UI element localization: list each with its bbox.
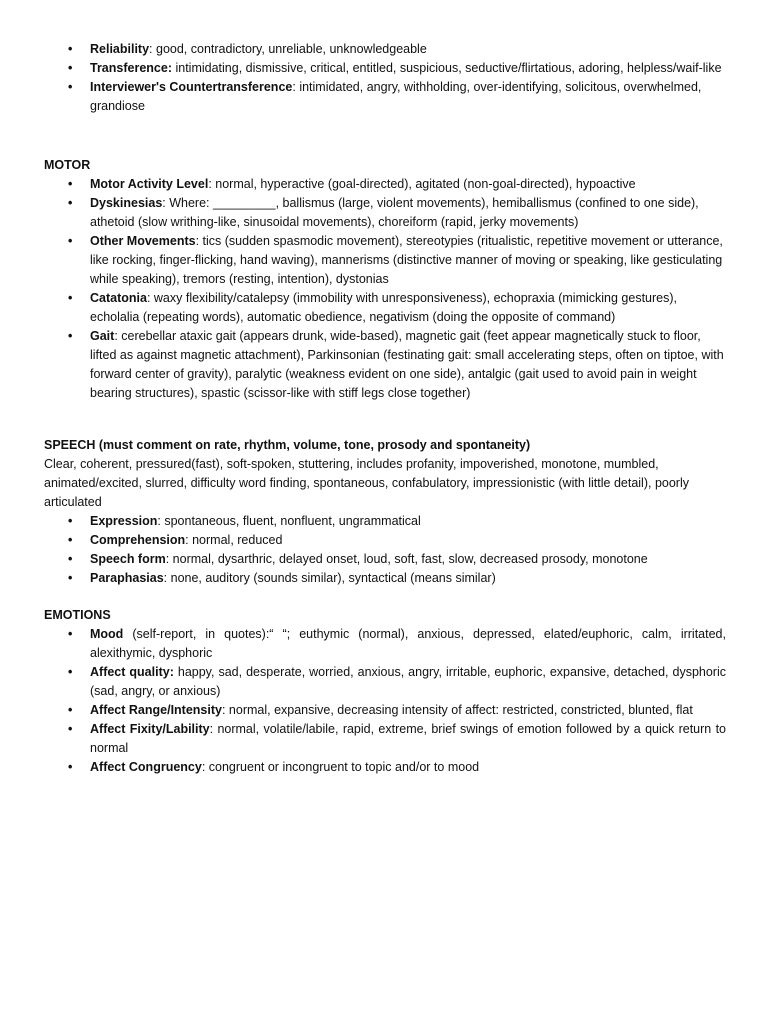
item-term: Transference: <box>90 61 172 75</box>
item-term: Other Movements <box>90 234 196 248</box>
bullet-icon: • <box>68 665 73 679</box>
list-item-motor-activity <box>44 175 726 194</box>
item-text: normal, volatile/labile, rapid, extreme, brief swings of emotion followed by a quick return to normal <box>90 722 726 755</box>
list-item-other-movements <box>44 232 726 289</box>
item-sep: : <box>163 571 171 585</box>
list-item-dyskinesias <box>44 194 726 232</box>
item-term: Affect Fixity/Lability <box>90 722 210 736</box>
item-term: Paraphasias <box>90 571 164 585</box>
item-sep: : <box>195 234 203 248</box>
item-term: Catatonia <box>90 291 147 305</box>
bullet-icon: • <box>68 80 73 94</box>
bullet-icon: • <box>68 329 73 343</box>
bullet-icon: • <box>68 42 73 56</box>
item-sep: : <box>114 329 122 343</box>
item-text: waxy flexibility/catalepsy (immobility with unresponsiveness), echopraxia (mimicking gestures), echolalia (repeating words), automatic obedience, negativism (doing the opposite of command) <box>90 291 678 324</box>
item-sep: : <box>149 42 156 56</box>
item-text: intimidating, dismissive, critical, entitled, suspicious, seductive/flirtatious, adoring, helpless/waif-like <box>175 61 722 75</box>
emotions-bullet-list <box>44 625 726 777</box>
item-sep: : <box>201 760 209 774</box>
item-term: Interviewer's Countertransference <box>90 80 293 94</box>
item-term: Affect Congruency <box>90 760 202 774</box>
item-sep: : <box>157 514 165 528</box>
list-item-expression <box>44 512 726 531</box>
item-sep: : <box>162 196 170 210</box>
top-bullet-list <box>44 40 726 116</box>
bullet-icon: • <box>68 196 73 210</box>
item-text: good, contradictory, unreliable, unknowledgeable <box>156 42 427 56</box>
motor-heading: MOTOR <box>44 158 91 172</box>
list-item-mood <box>44 625 726 663</box>
item-text: cerebellar ataxic gait (appears drunk, wide-based), magnetic gait (feet appear magnetically stuck to floor, lifted as against magnetic attachment), Parkinsonian (festinating gait: small accelerating steps, often on tiptoe, with forward center of gravity), paralytic (weakness evident on one side), antalgic (gait used to avoid pain in weight bearing structures), spastic (scissor-like with stiff legs close together) <box>90 329 724 400</box>
list-item-countertransference <box>44 78 726 116</box>
bullet-icon: • <box>68 514 73 528</box>
speech-heading: SPEECH (must comment on rate, rhythm, volume, tone, prosody and spontaneity) <box>44 438 531 452</box>
bullet-icon: • <box>68 234 73 248</box>
bullet-icon: • <box>68 722 73 736</box>
list-item-catatonia <box>44 289 726 327</box>
bullet-icon: • <box>68 533 73 547</box>
top-list-section <box>44 40 726 116</box>
list-item-speech-form <box>44 550 726 569</box>
item-sep: : <box>209 722 218 736</box>
list-item-affect-congruency <box>44 758 726 777</box>
item-term: Affect quality: <box>90 665 174 679</box>
item-term: Gait <box>90 329 115 343</box>
list-item-paraphasias <box>44 569 726 588</box>
item-term: Speech form <box>90 552 166 566</box>
item-sep: : <box>146 291 154 305</box>
item-term: Reliability <box>90 42 150 56</box>
speech-bullet-list <box>44 512 726 588</box>
item-text: spontaneous, fluent, nonfluent, ungrammatical <box>164 514 421 528</box>
item-term: Affect Range/Intensity <box>90 703 222 717</box>
item-term: Dyskinesias <box>90 196 163 210</box>
emotions-section <box>44 606 726 777</box>
list-item-affect-range <box>44 701 726 720</box>
item-term: Mood <box>90 627 124 641</box>
item-sep: : <box>165 552 173 566</box>
item-term: Motor Activity Level <box>90 177 209 191</box>
item-text: normal, reduced <box>192 533 283 547</box>
item-text: (self-report, in quotes):“ “; euthymic (normal), anxious, depressed, elated/euphoric, calm, irritated, alexithymic, dysphoric <box>90 627 726 660</box>
item-text: tics (sudden spasmodic movement), stereotypies (ritualistic, repetitive movement or utterance, like rocking, finger-flicking, hand waving), mannerisms (distinctive manner of moving or speaking, like gesticulating while speaking), tremors (resting, intention), dystonias <box>90 234 723 286</box>
item-text: normal, hyperactive (goal-directed), agitated (non-goal-directed), hypoactive <box>215 177 636 191</box>
speech-intro: Clear, coherent, pressured(fast), soft-spoken, stuttering, includes profanity, impoverished, monotone, mumbled, animated/excited, slurred, difficulty word finding, spontaneous, confabulatory, impressionistic (with little detail), poorly articulated <box>44 457 689 509</box>
list-item-reliability <box>44 40 726 59</box>
item-sep: : <box>185 533 193 547</box>
item-term: Expression <box>90 514 158 528</box>
item-text: none, auditory (sounds similar), syntactical (means similar) <box>170 571 496 585</box>
list-item-transference <box>44 59 726 78</box>
list-item-affect-fixity <box>44 720 726 758</box>
bullet-icon: • <box>68 703 73 717</box>
item-text: intimidated, angry, withholding, over-identifying, solicitous, overwhelmed, grandiose <box>90 80 702 113</box>
motor-bullet-list <box>44 175 726 403</box>
item-sep: : <box>208 177 216 191</box>
item-text: congruent or incongruent to topic and/or to mood <box>208 760 480 774</box>
item-text: normal, expansive, decreasing intensity of affect: restricted, constricted, blunted, flat <box>228 703 693 717</box>
list-item-gait <box>44 327 726 403</box>
item-sep: : <box>292 80 300 94</box>
bullet-icon: • <box>68 177 73 191</box>
list-item-affect-quality <box>44 663 726 701</box>
emotions-heading: EMOTIONS <box>44 608 111 622</box>
item-sep: : <box>221 703 229 717</box>
item-text: happy, sad, desperate, worried, anxious, angry, irritable, euphoric, expansive, detached, dysphoric (sad, angry, or anxious) <box>90 665 726 698</box>
speech-section <box>44 436 726 588</box>
bullet-icon: • <box>68 552 73 566</box>
list-item-comprehension <box>44 531 726 550</box>
motor-section <box>44 156 726 403</box>
bullet-icon: • <box>68 760 73 774</box>
bullet-icon: • <box>68 571 73 585</box>
item-text: Where: _________, ballismus (large, violent movements), hemiballismus (confined to one side), athetoid (slow writhing-like, sinusoidal movements), choreiform (rapid, jerky movements) <box>90 196 699 229</box>
bullet-icon: • <box>68 61 73 75</box>
bullet-icon: • <box>68 627 73 641</box>
item-text: normal, dysarthric, delayed onset, loud, soft, fast, slow, decreased prosody, monotone <box>172 552 648 566</box>
bullet-icon: • <box>68 291 73 305</box>
item-term: Comprehension <box>90 533 186 547</box>
